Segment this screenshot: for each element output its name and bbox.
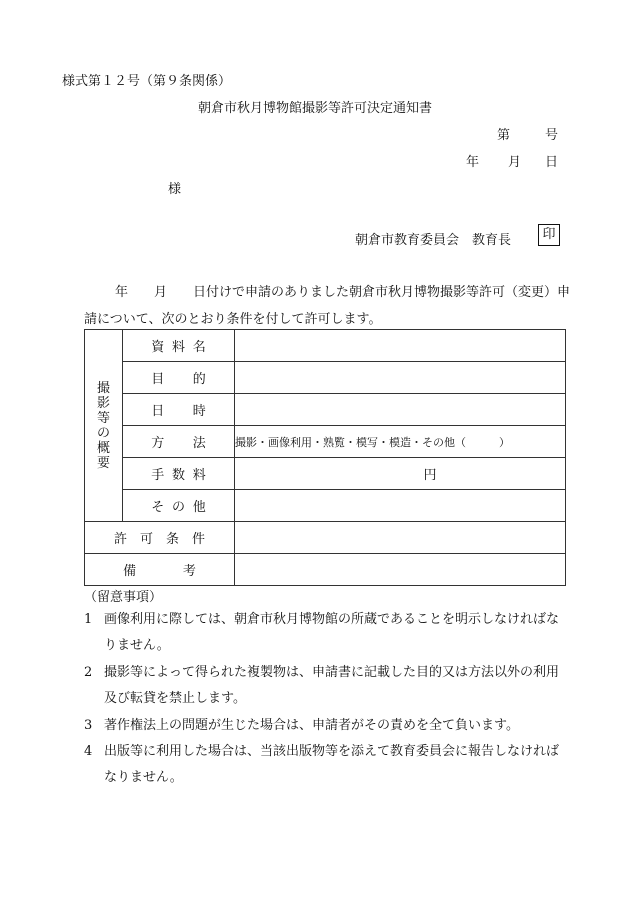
material-name-value (235, 330, 566, 362)
document-number-suffix: 号 (545, 128, 559, 143)
note-item (84, 660, 564, 712)
datetime-value (235, 394, 566, 426)
table-row (85, 330, 566, 362)
method-label: 方法 (123, 426, 235, 458)
note-item (84, 607, 564, 659)
table-row (85, 426, 566, 458)
addressee-suffix: 様 (168, 182, 182, 197)
remarks-label: 備考 (85, 554, 235, 586)
method-value: 撮影・画像利用・熟覧・模写・模造・その他（ ） (235, 426, 566, 458)
remarks-value (235, 554, 566, 586)
other-label: その他 (123, 490, 235, 522)
document-number-prefix: 第 (497, 128, 511, 143)
note-text: 画像利用に際しては、朝倉市秋月博物館の所蔵であることを明示しなければなりません。 (104, 612, 560, 653)
note-number: 1 (84, 612, 93, 627)
note-number: 3 (84, 718, 93, 733)
notes-heading: （留意事項） (84, 590, 163, 605)
purpose-value (235, 362, 566, 394)
note-number: 4 (84, 744, 93, 759)
table-row (85, 362, 566, 394)
date-day-label: 日 (545, 155, 559, 170)
form-number: 様式第１２号（第９条関係） (62, 74, 232, 89)
note-text: 撮影等によって得られた複製物は、申請書に記載した目的又は方法以外の利用及び転貸を禁止します。 (104, 665, 560, 706)
seal-box: 印 (538, 224, 560, 246)
date-month-label: 月 (508, 155, 522, 170)
permit-details-table (84, 329, 566, 586)
document-title: 朝倉市秋月博物館撮影等許可決定通知書 (197, 101, 432, 116)
conditions-label: 許可条件 (85, 522, 235, 554)
purpose-label: 目的 (123, 362, 235, 394)
table-row (85, 394, 566, 426)
overview-group-label: 撮影等の概要 (96, 380, 110, 471)
fee-value: 円 (235, 458, 566, 490)
table-row (85, 522, 566, 554)
note-text: 著作権法上の問題が生じた場合は、申請者がその責めを全て負います。 (104, 718, 519, 733)
conditions-value (235, 522, 566, 554)
table-row (85, 490, 566, 522)
issuer-name: 朝倉市教育委員会 教育長 (355, 233, 512, 248)
table-row (85, 458, 566, 490)
body-paragraph: 年 月 日付けで申請のありました朝倉市秋月博物撮影等許可（変更）申請について、次のとおり条件を付して許可します。 (84, 285, 571, 327)
note-number: 2 (84, 665, 93, 680)
note-text: 出版等に利用した場合は、当該出版物等を添えて教育委員会に報告しなければなりません。 (104, 744, 560, 785)
note-item (84, 713, 564, 739)
fee-label: 手数料 (123, 458, 235, 490)
other-value (235, 490, 566, 522)
date-year-label: 年 (466, 155, 480, 170)
datetime-label: 日時 (123, 394, 235, 426)
table-row (85, 554, 566, 586)
note-item (84, 739, 564, 791)
material-name-label: 資料名 (123, 330, 235, 362)
overview-group-cell (85, 330, 123, 522)
